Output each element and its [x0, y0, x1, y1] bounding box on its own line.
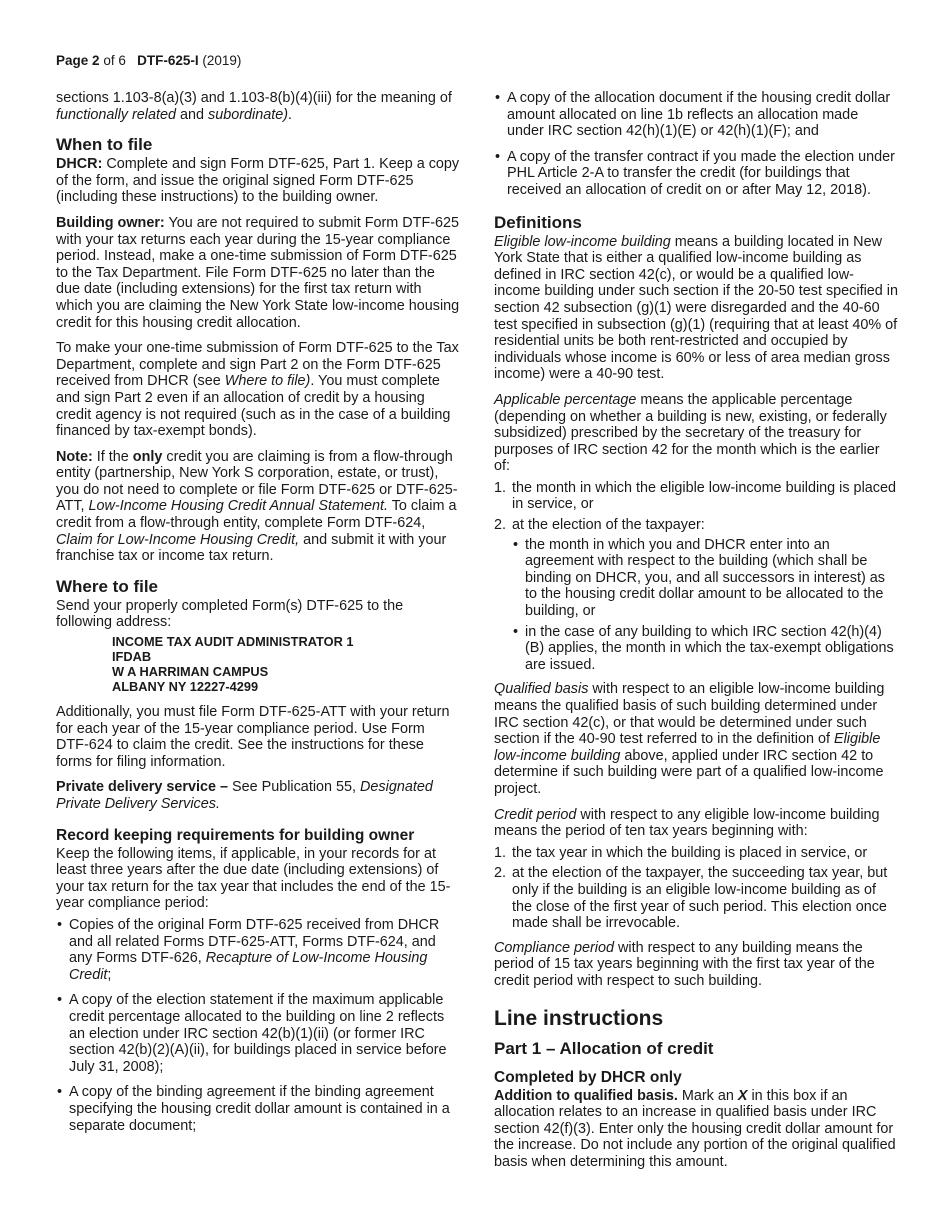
- text: at the election of the taxpayer, the succeeding tax year, but only if the building is an eligible low-income building as of the close of the first year of such period. This election once made shall be irrevocable.: [512, 865, 888, 932]
- eligible-building-definition: [494, 234, 898, 383]
- text: If the: [92, 448, 133, 465]
- left-column: [56, 90, 460, 1143]
- applicable-percentage-list: [494, 480, 898, 674]
- record-keeping-heading: Record keeping requirements for building owner: [56, 826, 415, 844]
- text-italic: Claim for Low-Income Housing Credit,: [56, 531, 300, 548]
- numbered-item: [494, 517, 898, 673]
- term-italic: Qualified basis: [494, 681, 589, 698]
- credit-period-list: [494, 845, 898, 932]
- address-line: ALBANY NY 12227-4299: [112, 679, 259, 695]
- text: with respect to any building means the period of 15 tax years beginning with the first tax year of the credit period with respect to such building.: [494, 939, 875, 989]
- text: with respect to an eligible low-income building means the qualified basis of such building determined under IRC section 42(c), or that would be determined under such section if the 40-90 test referred to in the definition of: [494, 681, 885, 748]
- text: You are not required to submit Form DTF-625 with your tax returns each year during the 15-year compliance period. Instead, make a one-time submission of Form DTF-625 to the Tax Department. File Form DTF-625 no later than the due date (including extensions) for the first tax return with which you are claiming the New York State low-income housing credit for this housing credit allocation.: [56, 214, 460, 331]
- item-number: 1.: [494, 479, 507, 496]
- text-italic: subordinate): [208, 106, 289, 123]
- text: above, applied under IRC section 42 to determine if such building were part of a qualified low-income project.: [494, 747, 884, 797]
- text: with respect to any eligible low-income building means the period of ten tax years beginning with:: [494, 806, 880, 840]
- text: in this box if an allocation relates to an increase in qualified basis under IRC section 42(f)(3). Enter only the housing credit dollar amount for the increase. Do not include any portion of the original qualified basis when determining this amount.: [494, 1087, 896, 1170]
- text: means the applicable percentage (depending on whether a building is new, existing, or federally subsidized) prescribed by the secretary of the treasury for purposes of IRC section 42 for the month which is the earlier of:: [494, 391, 887, 475]
- form-id: DTF-625-I: [137, 53, 199, 68]
- line-instructions-heading: Line instructions: [494, 1006, 664, 1030]
- term-italic: Applicable percentage: [494, 391, 637, 408]
- numbered-item: [494, 480, 898, 513]
- page-label: Page: [56, 53, 89, 68]
- list-item: • A copy of the allocation document if the housing credit dollar amount allocated on line 1b reflects an allocation made under IRC section 42(h)(1)(E) or 42(h)(1)(F); and: [494, 90, 898, 140]
- text: Complete and sign Form DTF-625, Part 1. Keep a copy of the form, and issue the original signed Form DTF-625 (including these instructions) to the building owner.: [56, 156, 460, 206]
- right-column: [494, 90, 898, 1179]
- note-paragraph: [56, 449, 460, 565]
- text-italic: Where to file): [224, 373, 311, 390]
- label-bold: DHCR:: [56, 156, 103, 173]
- private-delivery-paragraph: [56, 779, 460, 812]
- text: the month in which the eligible low-income building is placed in service, or: [512, 479, 896, 513]
- text: at the election of the taxpayer:: [512, 517, 705, 534]
- address-line: W A HARRIMAN CAMPUS: [112, 664, 269, 680]
- item-number: 2.: [494, 517, 507, 534]
- record-keeping-list-continued: [494, 90, 898, 199]
- text: sections 1.103-8(a)(3) and 1.103-8(b)(4)(iii) for the meaning of: [56, 90, 452, 106]
- dhcr-paragraph: [56, 156, 460, 206]
- text: To claim a credit from a flow-through entity, complete Form DTF-624,: [56, 498, 457, 532]
- form-year: (2019): [202, 53, 242, 68]
- compliance-period-definition: [494, 940, 898, 990]
- text: and: [176, 106, 209, 123]
- list-item: [56, 917, 460, 983]
- label-bold: Private delivery service –: [56, 779, 229, 796]
- record-keeping-intro: Keep the following items, if applicable, in your records for at least three years after the due date (including extensions) of your tax return for the tax year that includes the end of the 15-year compliance period:: [56, 845, 451, 912]
- list-item: • A copy of the election statement if the maximum applicable credit percentage allocated to the building on line 2 reflects an election under IRC section 42(b)(1)(ii) (or former IRC section 42(b)(2)(A)(ii), for buildings placed in service before July 31, 2008);: [56, 992, 460, 1075]
- credit-period-definition: [494, 807, 898, 840]
- sub-list-item: • the month in which you and DHCR enter into an agreement with respect to the building (which shall be binding on DHCR, you, and all successors in interest) as to the housing credit dollar amount to be allocated to the building, or: [512, 537, 898, 620]
- where-to-file-heading: Where to file: [56, 576, 159, 596]
- item-number: 2.: [494, 865, 507, 882]
- when-to-file-heading: When to file: [56, 135, 153, 155]
- term-italic: Eligible low-income building: [494, 731, 881, 764]
- text: means a building located in New York State that is either a qualified low-income building as defined in IRC section 42(c), or would be a qualified low-income building under such section if the 20-50 test specified in section 42 subsection (g)(1) were disregarded and the 40-60 test specified in subsection (g)(1) (requiring that at least 40% of residential units be both rent-restricted and occupied by individuals whose income is 60% or less of area median gross income) were a 40-90 test.: [494, 233, 898, 383]
- numbered-item: [494, 865, 898, 931]
- label-bold: Building owner:: [56, 214, 165, 231]
- text: To make your one-time submission of Form DTF-625 to the Tax Department, complete and sign Part 2 on the Form DTF-625 received from DHCR (see: [56, 340, 459, 390]
- label-bold: Note:: [56, 448, 93, 465]
- page-header: [56, 53, 241, 70]
- addition-qualified-basis-paragraph: [494, 1088, 898, 1171]
- text: . You must complete and sign Part 2 even if an allocation of credit by a housing credit agency is not required (such as in the case of a building financed by tax-exempt bonds).: [56, 373, 451, 440]
- list-item: • A copy of the transfer contract if you made the election under PHL Article 2-A to transfer the credit (for buildings that received an allocation of credit on or after May 12, 2018).: [494, 149, 898, 199]
- text-bold: only: [132, 448, 163, 465]
- submission-paragraph: [56, 340, 460, 440]
- text: Copies of the original Form DTF-625 received from DHCR and all related Forms DTF-625-ATT, Forms DTF-624, and any Forms DTF-626,: [69, 916, 440, 967]
- term-italic: Compliance period: [494, 939, 614, 956]
- part1-heading: Part 1 – Allocation of credit: [494, 1038, 714, 1058]
- additionally-paragraph: Additionally, you must file Form DTF-625-ATT with your return for each year of the 15-year compliance period. Use Form DTF-624 to claim the credit. See the instructions for these forms for filing information.: [56, 704, 450, 770]
- text-italic: functionally related: [56, 106, 176, 123]
- sub-list: [512, 537, 898, 674]
- term-italic: Credit period: [494, 806, 577, 823]
- mailing-address: [56, 634, 460, 694]
- text: ;: [107, 966, 112, 983]
- text: Mark an: [677, 1087, 738, 1104]
- page-number: 2: [92, 53, 100, 68]
- building-owner-paragraph: [56, 215, 460, 331]
- record-keeping-list: [56, 917, 460, 1134]
- text: the tax year in which the building is placed in service, or: [512, 844, 868, 861]
- text: .: [288, 106, 293, 123]
- where-paragraph: Send your properly completed Form(s) DTF-625 to the following address:: [56, 597, 404, 631]
- numbered-item: [494, 845, 898, 862]
- qualified-basis-definition: [494, 681, 898, 797]
- list-item: • A copy of the binding agreement if the binding agreement specifying the housing credit dollar amount is contained in a separate document;: [56, 1084, 460, 1134]
- text: credit you are claiming is from a flow-through entity (partnership, New York S corporation, estate, or trust), you do not need to complete or file Form DTF-625 or DTF-625-ATT,: [56, 448, 458, 515]
- text-italic: Designated Private Delivery Services.: [56, 779, 433, 812]
- page-total: of 6: [103, 53, 126, 68]
- sub-list-item: • in the case of any building to which IRC section 42(h)(4)(B) applies, the month in which the tax-exempt obligations are issued.: [512, 624, 898, 674]
- applicable-percentage-definition: [494, 392, 898, 475]
- address-line: INCOME TAX AUDIT ADMINISTRATOR 1: [112, 634, 354, 650]
- dhcr-only-heading: Completed by DHCR only: [494, 1068, 682, 1086]
- text: and submit it with your franchise tax or income tax return.: [56, 531, 447, 565]
- term-italic: Eligible low-income building: [494, 233, 671, 250]
- mark-x: X: [737, 1087, 748, 1104]
- text: See Publication 55,: [228, 779, 361, 796]
- text-italic: Recapture of Low-Income Housing Credit: [69, 950, 428, 983]
- continued-paragraph: [56, 90, 460, 123]
- address-line: IFDAB: [112, 649, 152, 665]
- text-italic: Low-Income Housing Credit Annual Statement.: [88, 498, 388, 515]
- label-bold: Addition to qualified basis.: [494, 1087, 678, 1104]
- definitions-heading: Definitions: [494, 212, 582, 232]
- item-number: 1.: [494, 844, 507, 861]
